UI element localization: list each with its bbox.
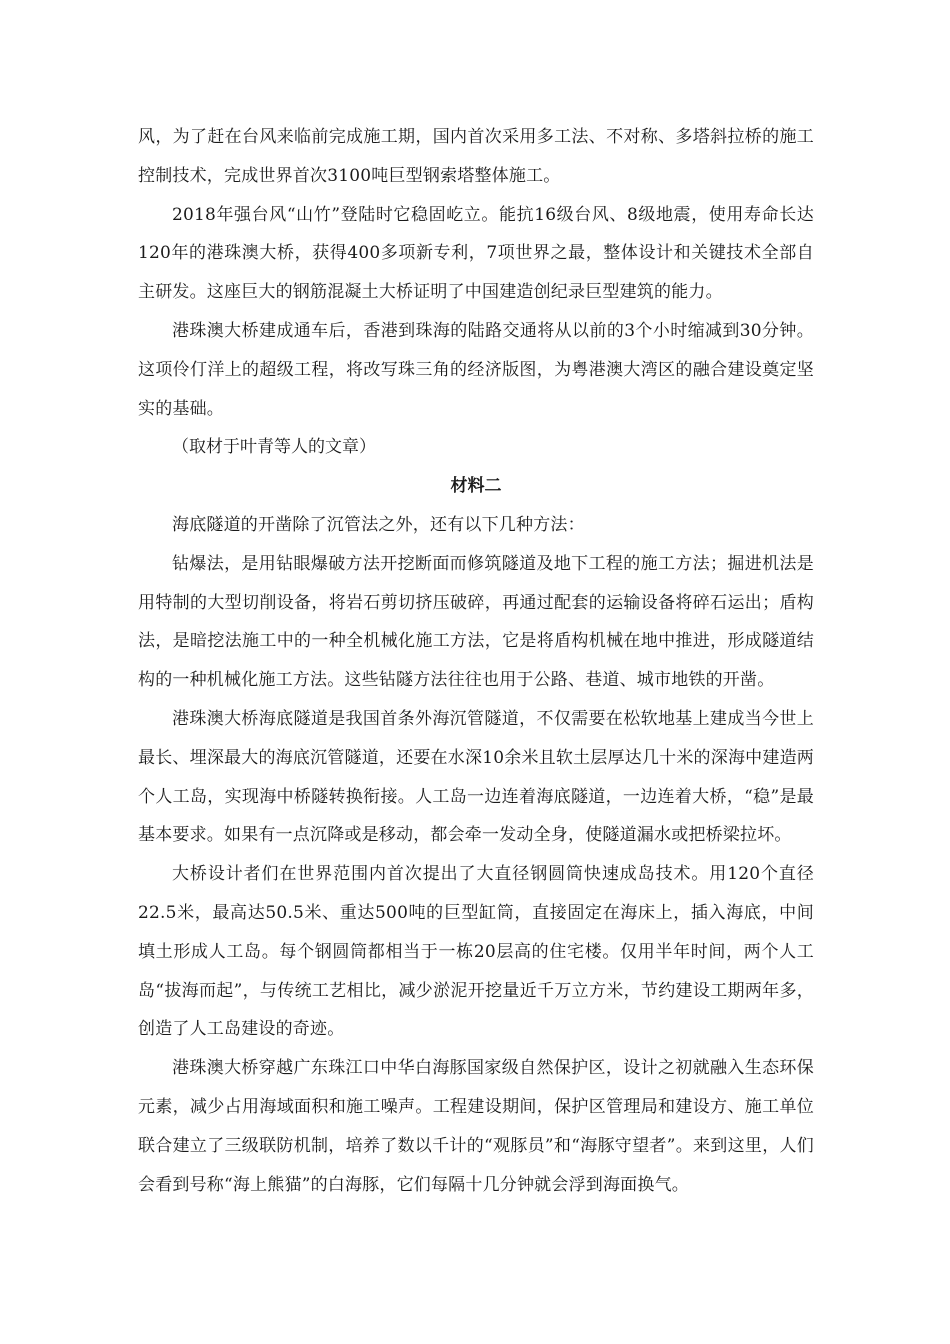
source-note: （取材于叶青等人的文章） xyxy=(172,437,376,458)
paragraph-typhoon-mangkhut: 2018年强台风“山竹”登陆时它稳固屹立。能抗16级台风、8级地震，使用寿命长达120年的港珠澳大桥，获得400多项新专利，7项世界之最，整体设计和关键技术全部自主研发。这座巨大的钢筋混凝土大桥证明了中国建造创纪录巨型建筑的能力。 xyxy=(138,204,814,303)
paragraph-typhoon-construction: 风，为了赶在台风来临前完成施工期，国内首次采用多工法、不对称、多塔斜拉桥的施工控制技术，完成世界首次3100吨巨型钢索塔整体施工。 xyxy=(138,127,814,186)
document-body xyxy=(138,118,814,1204)
paragraph-undersea-tunnel: 港珠澳大桥海底隧道是我国首条外海沉管隧道，不仅需要在松软地基上建成当今世上最长、埋深最大的海底沉管隧道，还要在水深10余米且软土层厚达几十米的深海中建造两个人工岛，实现海中桥隧转换衔接。人工岛一边连着海底隧道，一边连着大桥，“稳”是最基本要求。如果有一点沉降或是移动，都会牵一发动全身，使隧道漏水或把桥梁拉坏。 xyxy=(138,708,814,846)
paragraph-tunnel-methods-intro: 海底隧道的开凿除了沉管法之外，还有以下几种方法： xyxy=(172,514,585,535)
paragraph-tunnel-methods: 钻爆法，是用钻眼爆破方法开挖断面而修筑隧道及地下工程的施工方法；掘进机法是用特制的大型切削设备，将岩石剪切挤压破碎，再通过配套的运输设备将碎石运出；盾构法，是暗挖法施工中的一种全机械化施工方法，它是将盾构机械在地中推进，形成隧道结构的一种机械化施工方法。这些钻隧方法往往也用于公路、巷道、城市地铁的开凿。 xyxy=(138,553,814,691)
section-heading: 材料二 xyxy=(450,476,502,497)
paragraph-traffic-impact: 港珠澳大桥建成通车后，香港到珠海的陆路交通将从以前的3个小时缩减到30分钟。这项伶仃洋上的超级工程，将改写珠三角的经济版图，为粤港澳大湾区的融合建设奠定坚实的基础。 xyxy=(138,320,814,419)
paragraph-artificial-island: 大桥设计者们在世界范围内首次提出了大直径钢圆筒快速成岛技术。用120个直径22.5米，最高达50.5米、重达500吨的巨型缸筒，直接固定在海床上，插入海底，中间填土形成人工岛。每个钢圆筒都相当于一栋20层高的住宅楼。仅用半年时间，两个人工岛“拔海而起”，与传统工艺相比，减少淤泥开挖量近千万立方米，节约建设工期两年多，创造了人工岛建设的奇迹。 xyxy=(138,864,814,1040)
paragraph-dolphin-reserve: 港珠澳大桥穿越广东珠江口中华白海豚国家级自然保护区，设计之初就融入生态环保元素，减少占用海域面积和施工噪声。工程建设期间，保护区管理局和建设方、施工单位联合建立了三级联防机制，培养了数以千计的“观豚员”和“海豚守望者”。来到这里，人们会看到号称“海上熊猫”的白海豚，它们每隔十几分钟就会浮到海面换气。 xyxy=(138,1058,814,1195)
